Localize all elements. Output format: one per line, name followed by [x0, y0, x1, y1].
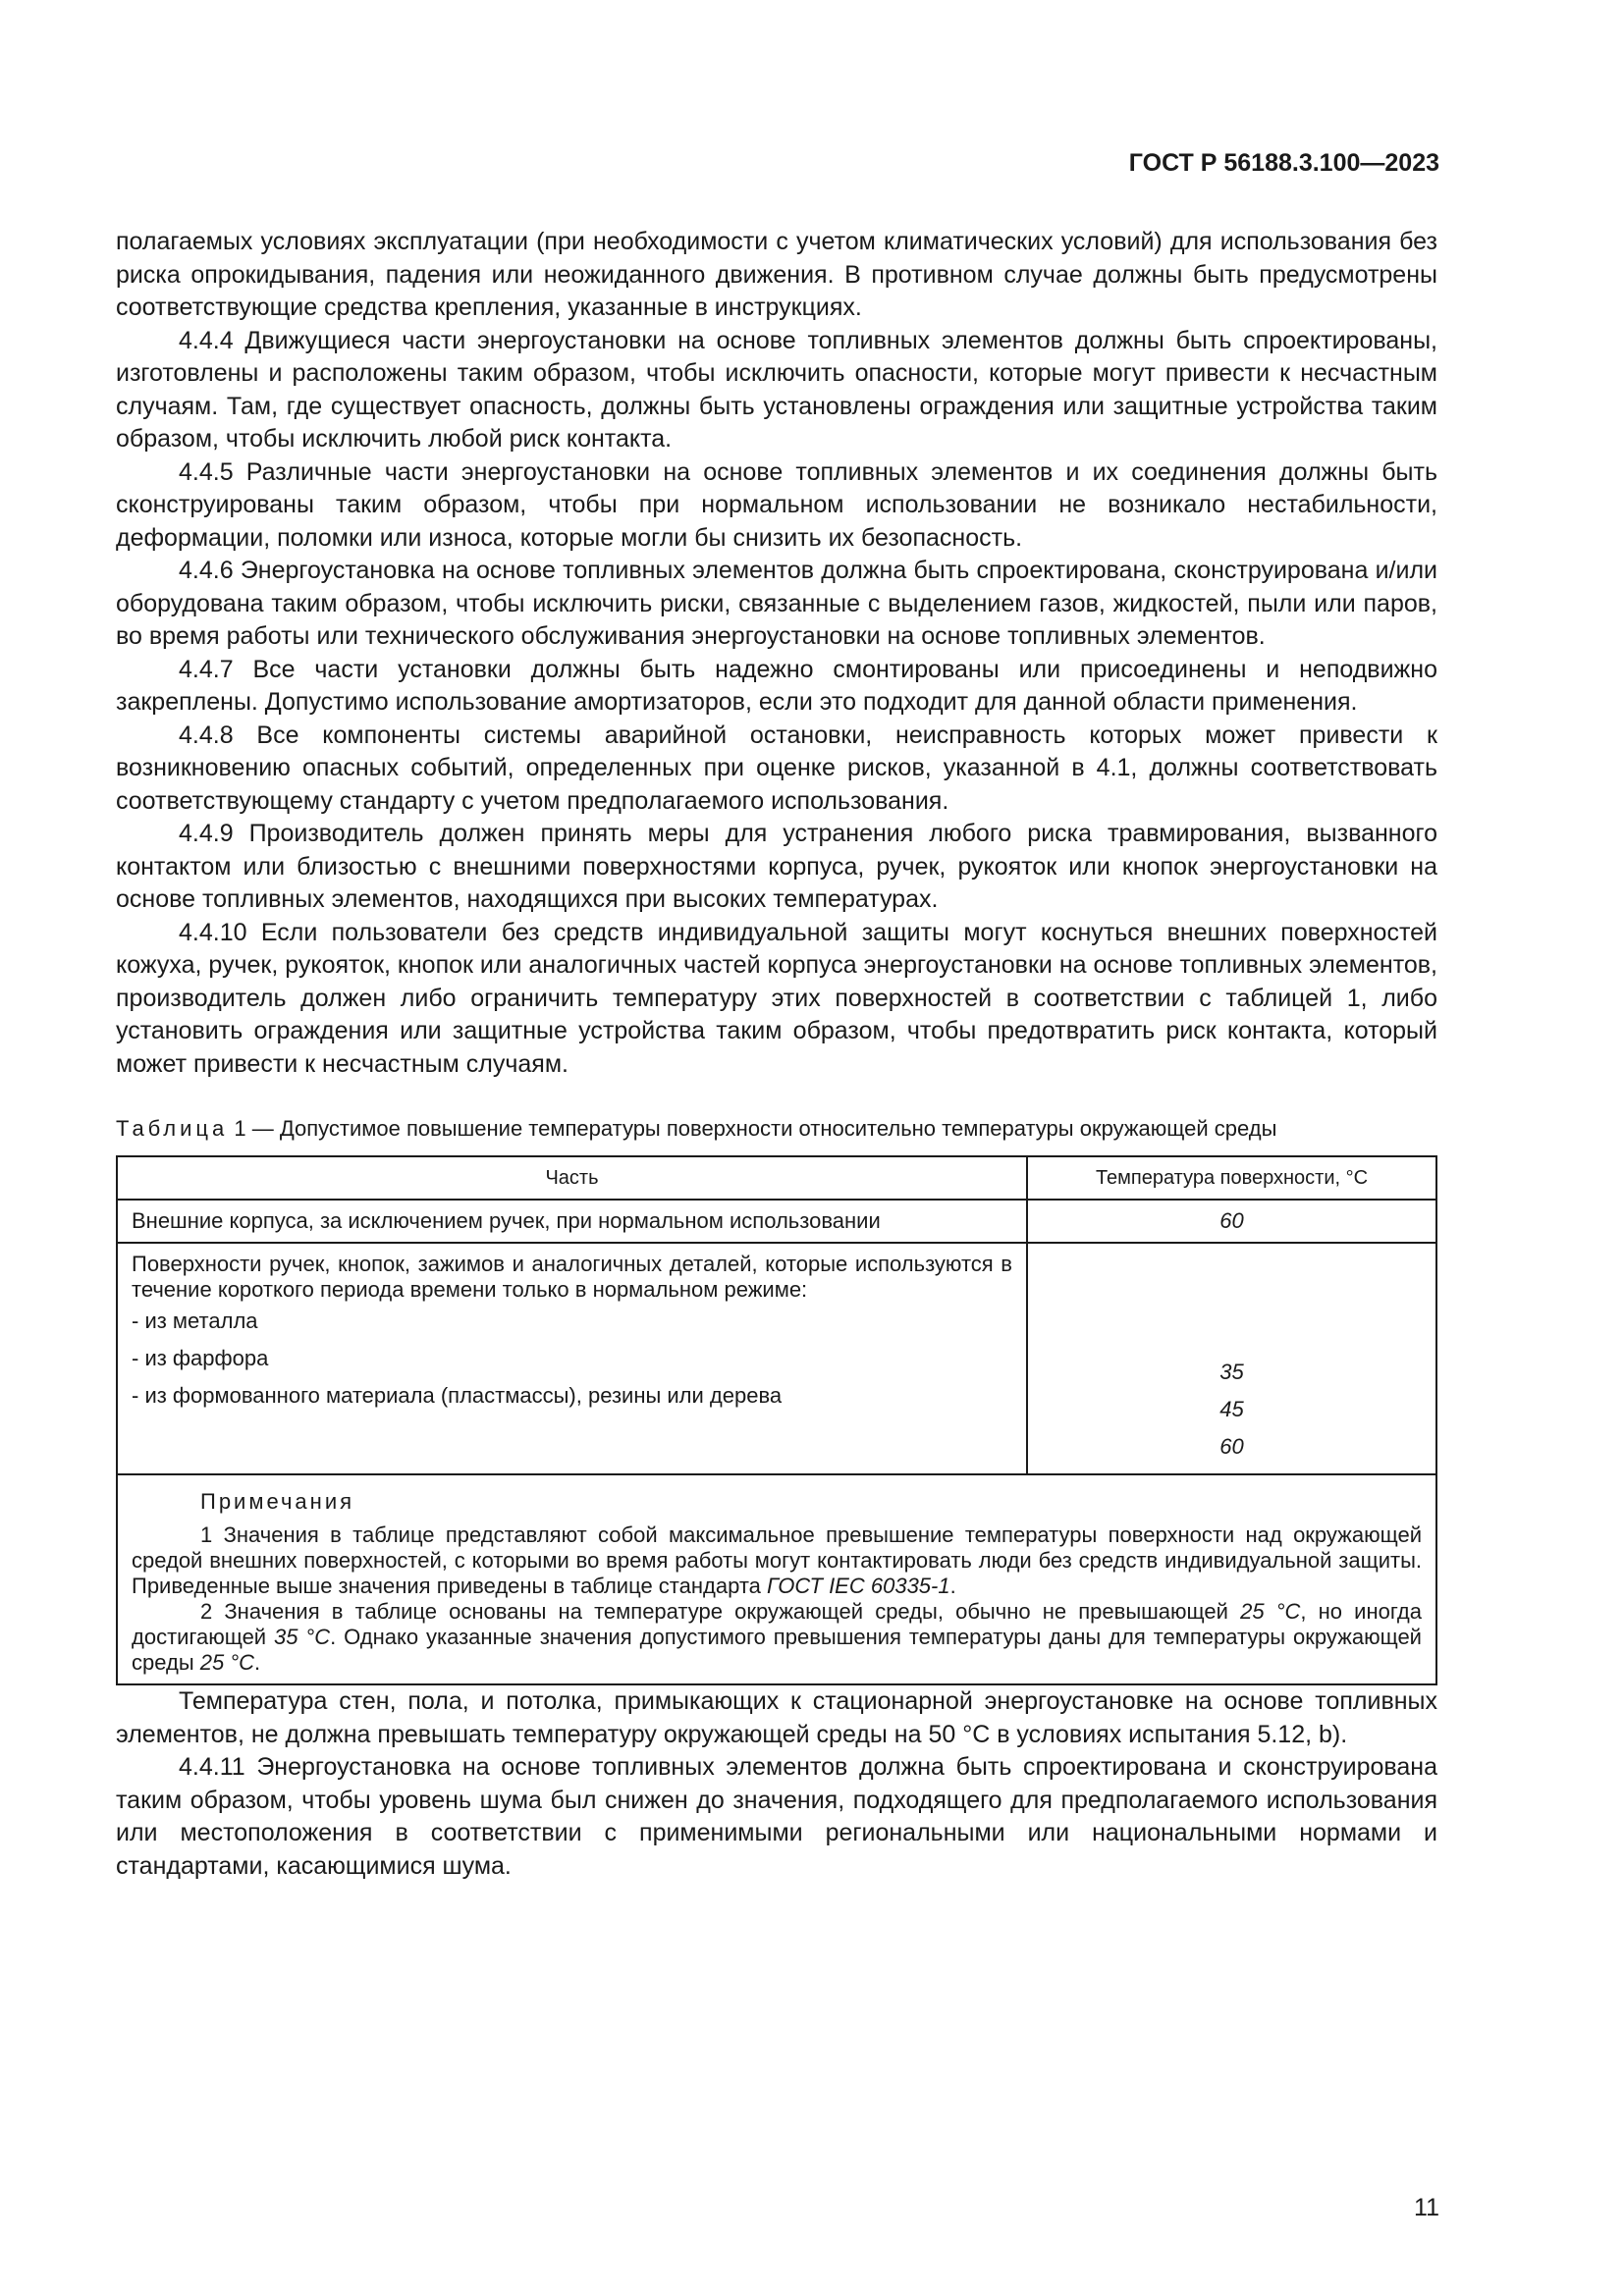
row2-value-porcelain: 45 — [1219, 1397, 1244, 1421]
paragraph-continuation: полагаемых условиях эксплуатации (при необходимости с учетом климатических условий) для использования без риска опрокидывания, падения или неожиданного движения. В противном случае должны быть предусмотрены соответствующие средства крепления, указанные в инструкциях. — [116, 228, 1437, 321]
note-1 — [132, 1522, 1422, 1599]
table-notes — [117, 1474, 1436, 1684]
note1-end: . — [949, 1574, 956, 1598]
note-2 — [132, 1599, 1422, 1676]
row2-item-porcelain: - из фарфора — [132, 1346, 269, 1370]
table-row — [117, 1200, 1436, 1243]
row2-item-plastic: - из формованного материала (пластмассы), резины или дерева — [132, 1383, 783, 1408]
notes-title: Примечания — [200, 1489, 355, 1514]
note2-temp-3: 25 °C — [199, 1650, 255, 1675]
paragraph-4-4-4: 4.4.4 Движущиеся части энергоустановки на основе топливных элементов должны быть спроектированы, изготовлены и расположены таким образом, чтобы исключить опасности, которые могут привести к несчастным случаям. Там, где существует опасность, должны быть установлены ограждения или защитные устройства таким образом, чтобы исключить любой риск контакта. — [116, 326, 1437, 453]
document-code: ГОСТ Р 56188.3.100—2023 — [1128, 149, 1439, 177]
paragraph-walls: Температура стен, пола, и потолка, примыкающих к стационарной энергоустановке на основе топливных элементов, не должна превышать температуру окружающей среды на 50 °С в условиях испытания 5.12, b). — [116, 1687, 1437, 1748]
row2-values — [1027, 1243, 1436, 1474]
note1-text: 1 Значения в таблице представляют собой максимальное превышение температуры поверхности над окружающей средой внешних поверхностей, с которыми во время работы могут контактировать люди без средств индивидуальной защиты. Приведенные выше значения приведены в таблице стандарта — [132, 1522, 1422, 1598]
table-header-row — [117, 1156, 1436, 1200]
note1-reference: ГОСТ IEC 60335-1 — [767, 1574, 950, 1598]
row1-value: 60 — [1027, 1200, 1436, 1243]
row1-part: Внешние корпуса, за исключением ручек, при нормальном использовании — [117, 1200, 1027, 1243]
page-content — [116, 226, 1437, 1883]
paragraph-4-4-6: 4.4.6 Энергоустановка на основе топливных элементов должна быть спроектирована, сконструирована и/или оборудована таким образом, чтобы исключить риски, связанные с выделением газов, жидкостей, пыли или паров, во время работы или технического обслуживания энергоустановки на основе топливных элементов. — [116, 557, 1437, 650]
table-notes-row — [117, 1474, 1436, 1684]
row2-value-spacer — [1042, 1252, 1422, 1354]
note2-temp-1: 25 °C — [1240, 1599, 1301, 1624]
note2-part-d: . — [254, 1650, 261, 1675]
paragraph-4-4-7: 4.4.7 Все части установки должны быть надежно смонтированы или присоединены и неподвижно закреплены. Допустимо использование амортизаторов, если это подходит для данной области применения. — [116, 655, 1437, 716]
paragraph-4-4-11: 4.4.11 Энергоустановка на основе топливных элементов должна быть спроектирована и сконструирована таким образом, чтобы уровень шума был снижен до значения, подходящего для предполагаемого использования или местоположения в соответствии с применимыми региональными или национальными нормами и стандартами, касающимися шума. — [116, 1753, 1437, 1880]
row2-value-plastic: 60 — [1219, 1434, 1244, 1459]
table-row — [117, 1243, 1436, 1474]
table-caption-text: 1 — Допустимое повышение температуры поверхности относительно температуры окружающей среды — [234, 1116, 1277, 1141]
paragraph-4-4-8: 4.4.8 Все компоненты системы аварийной остановки, неисправность которых может привести к возникновению опасных событий, определенных при оценке рисков, указанной в 4.1, должны соответствовать соответствующему стандарту с учетом предполагаемого использования. — [116, 721, 1437, 815]
table-caption-label: Таблица — [116, 1116, 229, 1141]
temperature-table — [116, 1155, 1437, 1685]
paragraph-4-4-10: 4.4.10 Если пользователи без средств индивидуальной защиты могут коснуться внешних поверхностей кожуха, ручек, рукояток, кнопок или аналогичных частей корпуса энергоустановки на основе топливных элементов, производитель должен либо ограничить температуру этих поверхностей в соответствии с таблицей 1, либо установить ограждения или защитные устройства таким образом, чтобы предотвратить риск контакта, который может привести к несчастным случаям. — [116, 918, 1437, 1078]
note2-part-a: 2 Значения в таблице основаны на температуре окружающей среды, обычно не превышающей — [200, 1599, 1228, 1624]
note2-part-c: . Однако указанные значения допустимого превышения температуры даны для температуры окружающей среды — [132, 1625, 1422, 1675]
paragraph-4-4-9: 4.4.9 Производитель должен принять меры для устранения любого риска травмирования, вызванного контактом или близостью с внешними поверхностями корпуса, ручек, рукояток или кнопок энергоустановки на основе топливных элементов, находящихся при высоких температурах. — [116, 820, 1437, 913]
table-caption — [116, 1116, 1437, 1142]
note2-temp-2: 35 °C — [274, 1625, 331, 1649]
row2-intro: Поверхности ручек, кнопок, зажимов и аналогичных деталей, которые используются в течение короткого периода времени только в нормальном режиме: — [132, 1252, 1012, 1302]
row2-item-metal: - из металла — [132, 1308, 258, 1333]
row2-value-metal: 35 — [1219, 1360, 1244, 1384]
header-part: Часть — [117, 1156, 1027, 1200]
header-temperature: Температура поверхности, °С — [1027, 1156, 1436, 1200]
note2-part-b: , но иногда достигающей — [132, 1599, 1422, 1649]
paragraph-4-4-5: 4.4.5 Различные части энергоустановки на основе топливных элементов и их соединения должны быть сконструированы таким образом, чтобы при нормальном использовании не возникало нестабильности, деформации, поломки или износа, которые могли бы снизить их безопасность. — [116, 457, 1437, 552]
row2-part — [117, 1243, 1027, 1474]
page-number: 11 — [1414, 2194, 1439, 2221]
